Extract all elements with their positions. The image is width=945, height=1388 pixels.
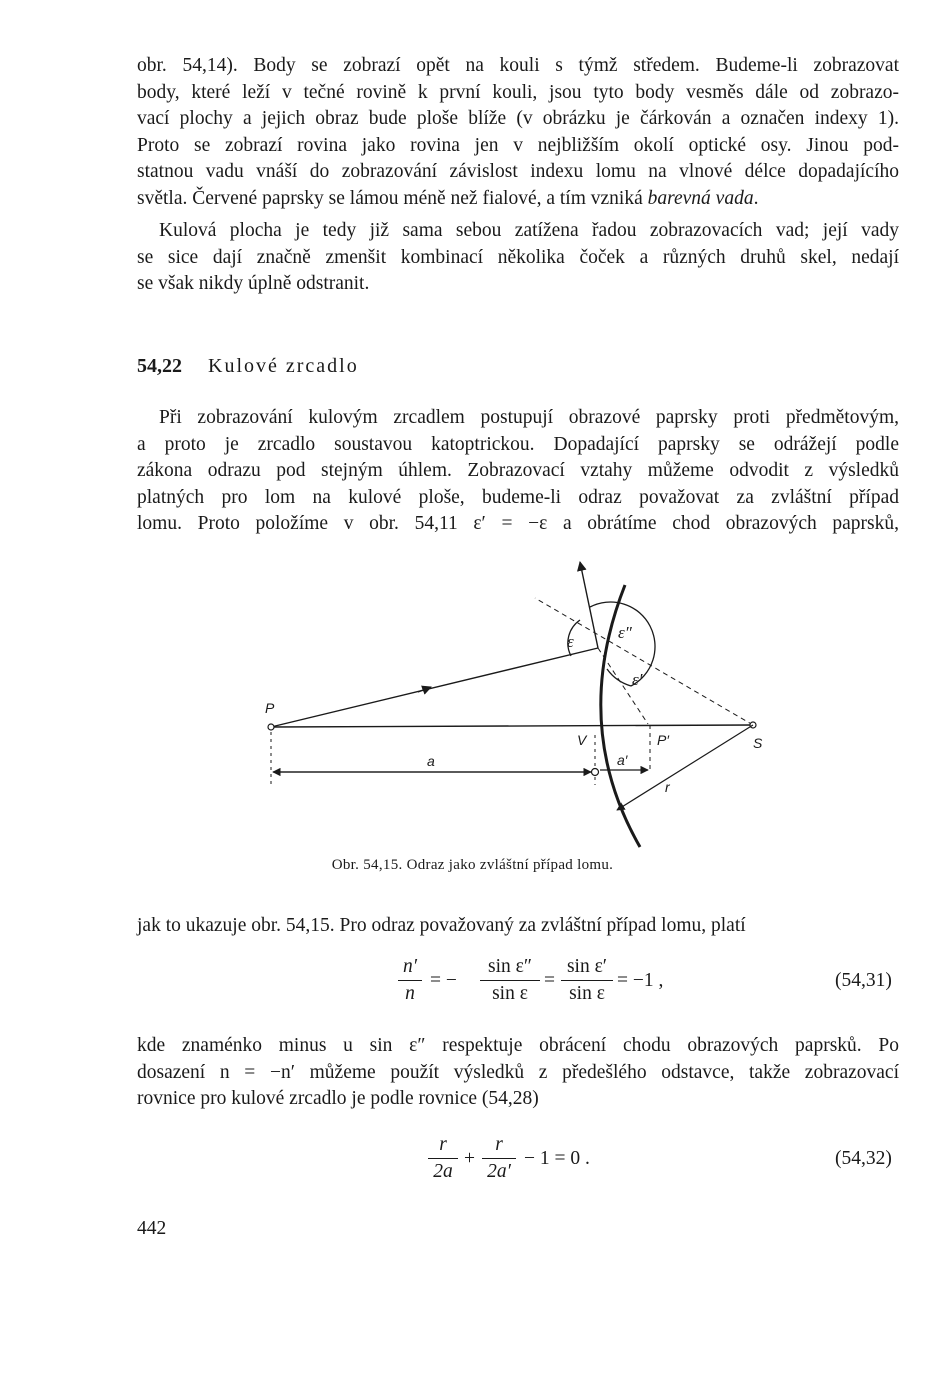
operator: − 1 = 0 . (524, 1148, 590, 1169)
paragraph-spherical-mirror (137, 405, 899, 538)
fraction-bar (561, 980, 613, 981)
text-line: Při zobrazování kulovým zrcadlem postupují obrazové paprsky proti předmětovým, (159, 407, 899, 428)
fraction-bar (480, 980, 540, 981)
label-P: P (265, 700, 275, 716)
label-a-prime: a′ (617, 752, 628, 768)
text-line: obr. 54,14). Body se zobrazí opět na kouli s týmž středem. Budeme-li zobrazovat (137, 55, 899, 76)
optical-axis (271, 725, 753, 727)
figure-reflection-diagram (255, 560, 775, 850)
text-line: body, které leží v tečné rovině k první kouli, jsou tyto body vesměs dále od zobrazo- (137, 81, 899, 103)
label-epsilon-prime: ε′ (632, 670, 643, 689)
label-a: a (427, 753, 435, 769)
denominator: n (405, 983, 415, 1004)
fraction-bar (398, 980, 422, 981)
text-line: dosazení n = −n′ můžeme použít výsledků z předešlého odstavce, takže zobrazovací (137, 1061, 899, 1083)
text-line: jak to ukazuje obr. 54,15. Pro odraz považovaný za zvláštní případ lomu, platí (137, 915, 746, 936)
label-V: V (577, 732, 587, 748)
radius-line (617, 725, 753, 810)
paragraph-equation-intro (137, 913, 899, 940)
fraction-sin-epsilon-double-prime (480, 955, 540, 1006)
text-line: rovnice pro kulové zrcadlo je podle rovnice (54,28) (137, 1088, 539, 1109)
numerator: n′ (402, 956, 417, 977)
fraction-bar (482, 1158, 516, 1159)
denominator: sin ε (492, 983, 528, 1004)
page-number: 442 (137, 1218, 167, 1239)
label-epsilon: ε (567, 632, 574, 651)
section-title: Kulové zrcadlo (208, 355, 359, 377)
incident-ray (271, 648, 598, 727)
numerator: sin ε′ (566, 956, 608, 977)
equation-number: (54,32) (835, 1148, 892, 1169)
figure-caption: Obr. 54,15. Odraz jako zvláštní případ lomu. (331, 857, 614, 873)
operator: + (464, 1148, 475, 1169)
paragraph-spherical-surface (137, 218, 899, 298)
fraction-n (398, 955, 422, 1006)
operator: = (544, 970, 555, 991)
fraction-r-over-2a (428, 1133, 458, 1184)
label-epsilon-double-prime: ε″ (618, 623, 632, 642)
numerator: sin ε″ (488, 956, 532, 977)
text-line: statnou vadu vnáší do zobrazování závislost indexu lomu na vlnové délce dopadajícího (137, 161, 899, 182)
text-fragment: světla. Červené paprsky se lámou méně než fialové, a tím vzniká (137, 187, 648, 209)
text-line: Kulová plocha je tedy již sama sebou zatížena řadou zobrazovacích vad; její vady (159, 220, 899, 241)
text-line (137, 186, 899, 213)
section-number: 54,22 (137, 355, 182, 377)
paragraph-sign-explanation (137, 1033, 899, 1113)
text-line: se však nikdy úplně odstranit. (137, 273, 370, 294)
text-line: lomu. Proto položíme v obr. 54,11 ε′ = −ε a obrátíme chod obrazových paprsků, (137, 513, 899, 534)
numerator: r (439, 1134, 447, 1155)
diagram-svg (255, 560, 775, 850)
label-S: S (753, 735, 763, 751)
operator: = − (430, 970, 457, 991)
denominator: sin ε (569, 983, 605, 1004)
denominator: 2a (433, 1161, 453, 1182)
equation-number: (54,31) (835, 970, 892, 991)
fraction-sin-epsilon-prime (561, 955, 613, 1006)
angle-epsilon-double-prime-arc (590, 602, 655, 686)
text-line: a proto je zrcadlo soustavou katoptrickou. Dopadající paprsky se odrážejí podle (137, 433, 899, 455)
angle-epsilon-prime-arc (607, 669, 631, 686)
paragraph-chromatic-aberration (137, 53, 899, 212)
text-line: kde znaménko minus u sin ε″ respektuje obrácení chodu obrazových paprsků. Po (137, 1035, 899, 1056)
numerator: r (495, 1134, 503, 1155)
text-line: Proto se zobrazí rovina jako rovina jen v nejbližším okolí optické osy. Jinou pod- (137, 134, 899, 156)
section-heading (137, 355, 359, 378)
denominator: 2a′ (487, 1161, 511, 1182)
fraction-r-over-2a-prime (482, 1133, 516, 1184)
text-line: se sice dají značně zmenšit kombinací několika čoček a různých druhů skel, nedají (137, 246, 899, 268)
emphasis-term: barevná vada (647, 187, 754, 209)
text-fragment: . (753, 187, 759, 209)
point-a-marker (592, 769, 599, 776)
operator: = −1 , (617, 970, 664, 991)
equation-54-31 (0, 955, 945, 1015)
label-P-prime: P′ (657, 732, 669, 748)
fraction-bar (428, 1158, 458, 1159)
text-line: vací plochy a jejich obraz bude ploše blíže (v obrázku je čárkován a označen indexy 1). (137, 108, 899, 129)
label-r: r (665, 779, 670, 795)
point-P-marker (268, 724, 274, 730)
text-line: platných pro lom na kulové ploše, budeme-li odraz považovat za zvláštní případ (137, 486, 899, 508)
text-line: zákona odrazu pod stejným úhlem. Zobrazovací vztahy můžeme odvodit z výsledků (137, 460, 899, 481)
equation-54-32 (0, 1133, 945, 1193)
